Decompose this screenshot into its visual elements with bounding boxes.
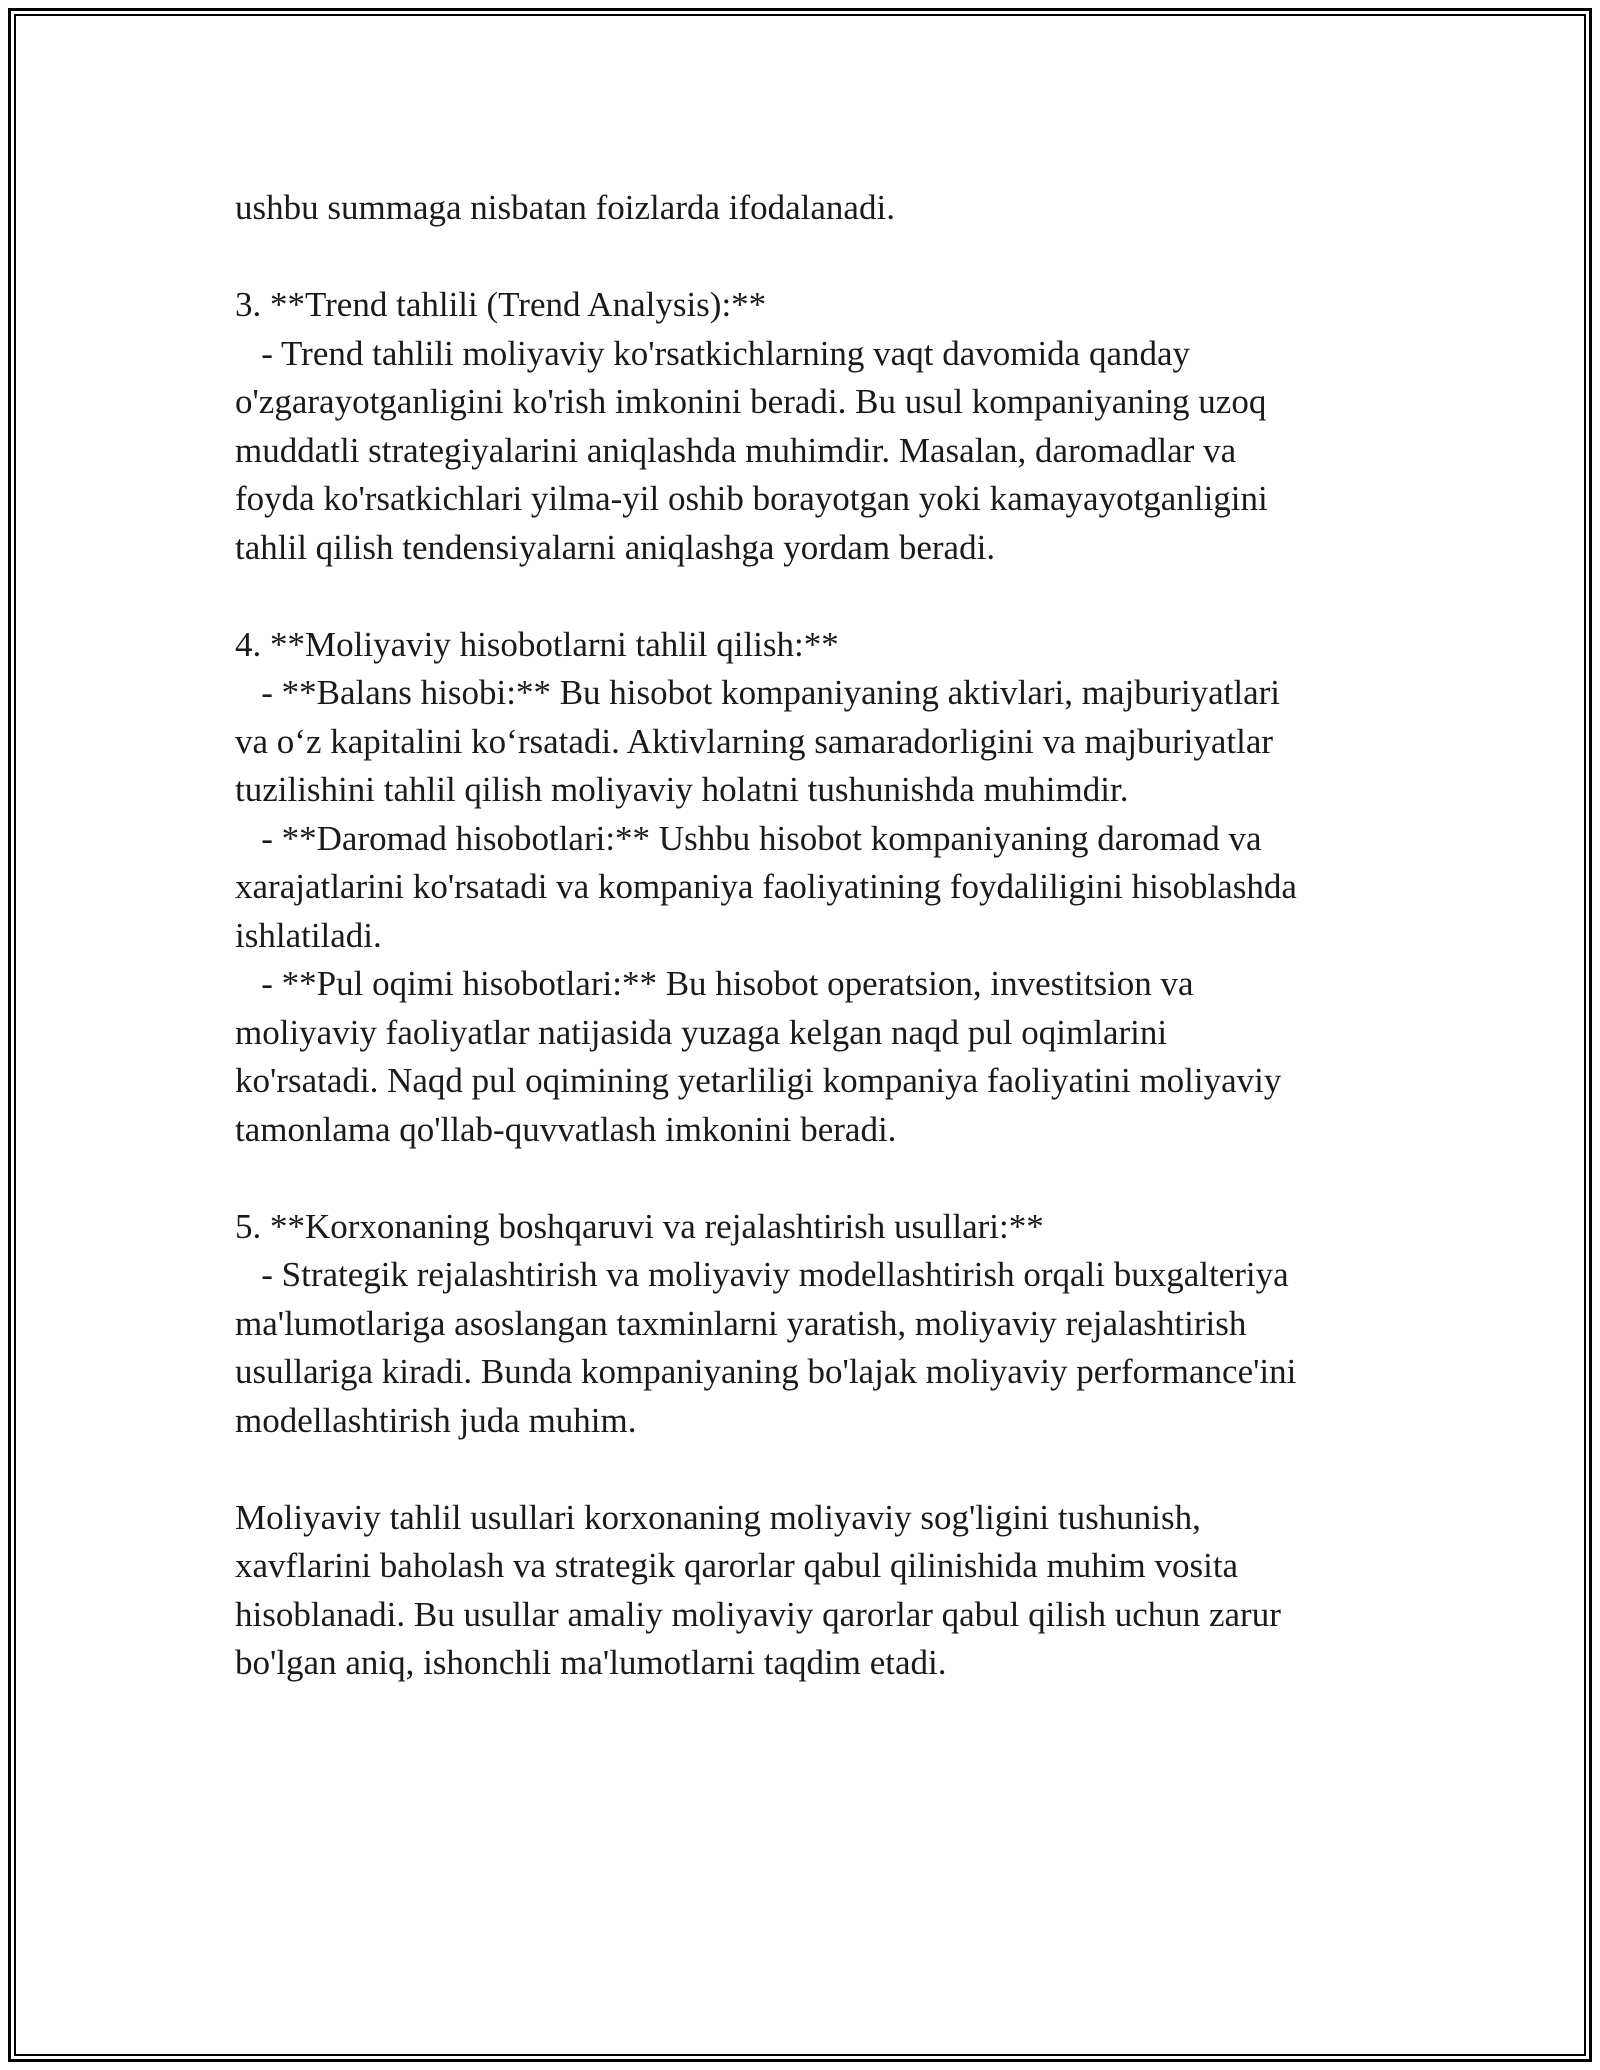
text-line: ushbu summaga nisbatan foizlarda ifodalanadi. xyxy=(235,188,895,227)
blank-line xyxy=(235,572,1395,621)
text-line: tuzilishini tahlil qilish moliyaviy holatni tushunishda muhimdir. xyxy=(235,770,1129,809)
text-line: - **Pul oqimi hisobotlari:** Bu hisobot operatsion, investitsion va xyxy=(235,964,1194,1003)
blank-line xyxy=(235,233,1395,282)
text-line: ma'lumotlariga asoslangan taxminlarni yaratish, moliyaviy rejalashtirish xyxy=(235,1303,1247,1343)
blank-line xyxy=(235,1445,1395,1494)
text-line: muddatli strategiyalarini aniqlashda muhimdir. Masalan, daromadlar va xyxy=(235,430,1237,470)
text-line: modellashtirish juda muhim. xyxy=(235,1400,637,1440)
text-line: ko'rsatadi. Naqd pul oqimining yetarliligi kompaniya faoliyatini moliyaviy xyxy=(235,1061,1282,1100)
document-body xyxy=(235,184,1395,1688)
text-line: - Strategik rejalashtirish va moliyaviy modellashtirish orqali buxgalteriya xyxy=(235,1255,1289,1294)
text-line: - Trend tahlili moliyaviy ko'rsatkichlarning vaqt davomida qanday xyxy=(235,333,1191,373)
text-line: foyda ko'rsatkichlari yilma-yil oshib borayotgan yoki kamayayotganligini xyxy=(235,479,1268,518)
text-line: ishlatiladi. xyxy=(235,915,382,955)
blank-line xyxy=(235,1154,1395,1203)
text-line: va o‘z kapitalini ko‘rsatadi. Aktivlarning samaradorligini va majburiyatlar xyxy=(235,721,1274,761)
text-line: moliyaviy faoliyatlar natijasida yuzaga kelgan naqd pul oqimlarini xyxy=(235,1012,1168,1052)
text-line: o'zgarayotganligini ko'rish imkonini beradi. Bu usul kompaniyaning uzoq xyxy=(235,382,1267,421)
conclusion-line: bo'lgan aniq, ishonchli ma'lumotlarni taqdim etadi. xyxy=(235,1643,947,1682)
text-line: tahlil qilish tendensiyalarni aniqlashga yordam beradi. xyxy=(235,527,996,567)
section-heading-management-planning: 5. **Korxonaning boshqaruvi va rejalashtirish usullari:** xyxy=(235,1206,1044,1246)
text-line: tamonlama qo'llab-quvvatlash imkonini beradi. xyxy=(235,1109,897,1149)
section-heading-financial-statements: 4. **Moliyaviy hisobotlarni tahlil qilish:** xyxy=(235,624,839,664)
text-line: - **Balans hisobi:** Bu hisobot kompaniyaning aktivlari, majburiyatlari xyxy=(235,673,1280,712)
text-line: - **Daromad hisobotlari:** Ushbu hisobot kompaniyaning daromad va xyxy=(235,818,1262,858)
conclusion-line: hisoblanadi. Bu usullar amaliy moliyaviy qarorlar qabul qilish uchun zarur xyxy=(235,1594,1281,1634)
text-line: xarajatlarini ko'rsatadi va kompaniya faoliyatining foydaliligini hisoblashda xyxy=(235,867,1297,906)
section-heading-trend-analysis: 3. **Trend tahlili (Trend Analysis):** xyxy=(235,285,767,324)
text-line: usullariga kiradi. Bunda kompaniyaning bo'lajak moliyaviy performance'ini xyxy=(235,1352,1297,1391)
conclusion-line: xavflarini baholash va strategik qarorlar qabul qilinishida muhim vosita xyxy=(235,1546,1239,1585)
conclusion-line: Moliyaviy tahlil usullari korxonaning moliyaviy sog'ligini tushunish, xyxy=(235,1497,1201,1537)
